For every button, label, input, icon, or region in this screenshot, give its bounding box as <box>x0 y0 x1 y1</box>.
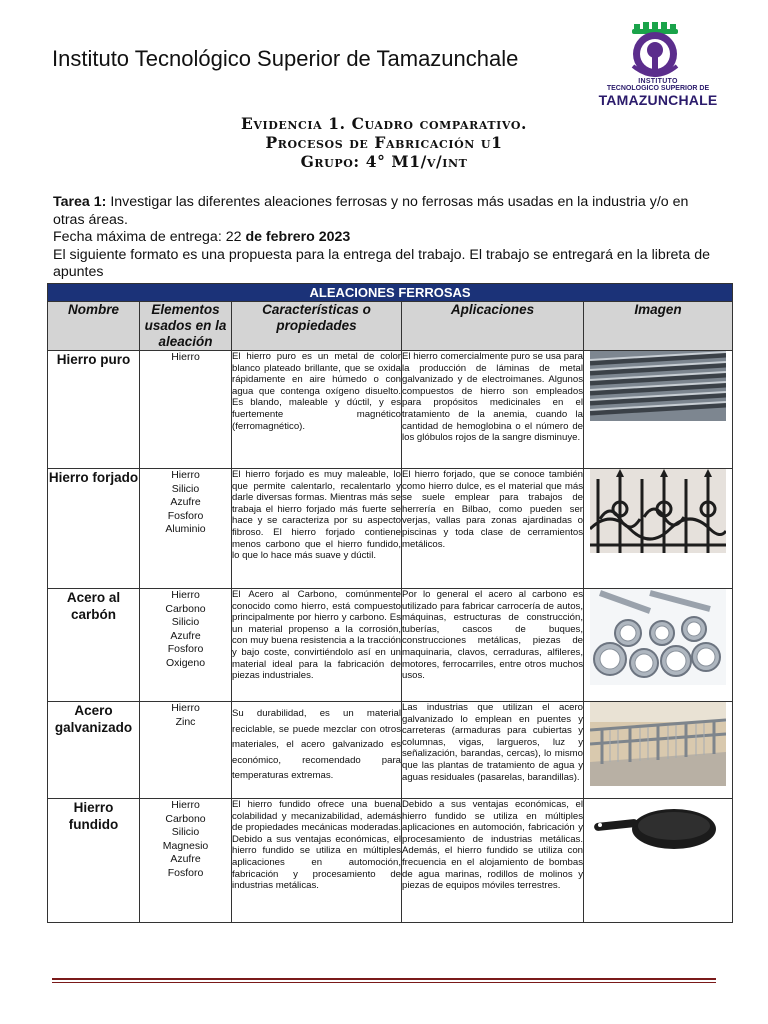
deadline-paragraph <box>53 229 723 247</box>
logo-emblem-icon <box>592 22 724 80</box>
alloy-elements <box>140 799 232 923</box>
element-item: Hierro <box>171 351 200 363</box>
element-item: Silicio <box>171 616 200 628</box>
element-item: Carbono <box>165 602 206 615</box>
alloy-name: Acero al carbón <box>48 589 140 702</box>
element-item: Aluminio <box>165 523 206 535</box>
alloy-applications: El hierro forjado, que se conoce también como hierro dulce, es el material que más se suele emplear para trabajos de herrería en Bilbao, como pueden ser verjas, vallas para zonas ajardinadas o piscinas y toda clase de cerramientos metálicos. <box>402 469 584 589</box>
format-note: El siguiente formato es una propuesta para la entrega del trabajo. El trabajo se entregará en la libreta de apuntes <box>53 246 710 280</box>
element-item: Oxigeno <box>165 656 206 669</box>
alloy-properties: El Acero al Carbono, comúnmente conocido como hierro, está compuesto principalmente por hierro y carbono. Es un material propenso a la corrosión, con muy buena resistencia a la tracción y bajo coste, convirtiéndolo así en un material ideal para la fabricación de piezas industriales. <box>232 589 402 702</box>
task-label: Tarea 1: <box>53 194 107 210</box>
element-item: Hierro <box>171 469 200 481</box>
alloy-applications: Las industrias que utilizan el acero galvanizado lo emplean en puentes y carreteras (armaduras para cubiertas y columnas, vigas, largueros, luz y señalización, barandas, cercas), lo mismo que las plantas de tratamiento de agua y aguas residuales (pasarelas, barandillas). <box>402 702 584 799</box>
alloy-elements <box>140 589 232 702</box>
alloy-elements <box>140 351 232 469</box>
element-item: Hierro <box>171 589 200 601</box>
logo-text-line3: TAMAZUNCHALE <box>598 91 718 108</box>
alloy-applications: Por lo general el acero al carbono es utilizado para fabricar carrocería de autos, máquinas, estructuras de construcción, tuberías, cascos de buques, construcciones metálicas, piezas de maquinaria, clavos, cerraduras, alfileres, motores, ferrocarriles, entre otros muchos usos. <box>402 589 584 702</box>
alloy-applications: Debido a sus ventajas económicas, el hierro fundido se utiliza en múltiples aplicaciones en automoción, fabricación y procesamiento de industrias metálicas. Además, el hierro fundido se utiliza con frecuencia en el alojamiento de bombas de agua marinas, rodillos de molinos y piezas de equipos móviles terrestres. <box>402 799 584 923</box>
alloy-properties: Su durabilidad, es un material reciclable, se puede mezclar con otros materiales, el acero galvanizado es económico, recomendado para temperaturas extremas. <box>232 702 402 799</box>
heading-line3: Grupo: 4° M1/v/int <box>300 152 468 171</box>
table-row <box>48 702 733 799</box>
column-header-properties: Características o propiedades <box>232 302 402 351</box>
task-intro <box>53 194 723 282</box>
alloy-image <box>584 589 733 702</box>
deadline-date: de febrero 2023 <box>245 229 351 245</box>
alloy-image <box>584 702 733 799</box>
alloy-name: Hierro puro <box>48 351 140 469</box>
footer-rule <box>52 978 716 980</box>
element-item: Zinc <box>175 715 196 728</box>
element-item: Azufre <box>170 496 201 508</box>
alloy-name: Hierro fundido <box>48 799 140 923</box>
alloy-elements <box>140 469 232 589</box>
logo-text-line1: INSTITUTO <box>638 78 678 85</box>
element-item: Silicio <box>171 482 200 495</box>
table-row <box>48 799 733 923</box>
alloy-image <box>584 799 733 923</box>
column-header-applications: Aplicaciones <box>402 302 584 351</box>
alloy-name: Acero galvanizado <box>48 702 140 799</box>
element-item: Azufre <box>170 853 201 865</box>
column-header-name: Nombre <box>48 302 140 351</box>
galvanized-railing-icon <box>590 702 726 786</box>
element-item: Hierro <box>171 702 200 714</box>
alloy-image <box>584 469 733 589</box>
document-heading <box>0 114 768 171</box>
heading-line2: Procesos de Fabricación u1 <box>265 133 503 152</box>
deadline-label: Fecha máxima de entrega: 22 <box>53 229 246 245</box>
column-header-image: Imagen <box>584 302 733 351</box>
element-item: Fosforo <box>167 643 204 655</box>
column-header-elements: Elementos usados en la aleación <box>140 302 232 351</box>
element-item: Carbono <box>165 812 206 825</box>
alloy-elements <box>140 702 232 799</box>
element-item: Fosforo <box>167 509 204 522</box>
table-row <box>48 469 733 589</box>
element-item: Fosforo <box>167 866 204 879</box>
task-paragraph <box>53 194 723 229</box>
alloy-name: Hierro forjado <box>48 469 140 589</box>
footer-rule-thin <box>52 982 716 983</box>
table-title: ALEACIONES FERROSAS <box>48 284 733 302</box>
ferrous-alloys-table <box>47 283 733 923</box>
element-item: Silicio <box>171 826 200 838</box>
element-item: Hierro <box>171 799 200 811</box>
institute-logo <box>592 22 724 108</box>
table-row <box>48 589 733 702</box>
element-item: Azufre <box>170 629 201 642</box>
alloy-properties: El hierro puro es un metal de color blanco plateado brillante, que se oxida rápidamente en aire húmedo o con agua que contenga oxígeno disuelto. Es blando, maleable y dúctil, y es fuertemente magnético (ferromagnético). <box>232 351 402 469</box>
alloy-properties: El hierro fundido ofrece una buena colabilidad y mecanizabilidad, además de propiedades mecánicas moderadas. Debido a sus ventajas económicas, el hierro fundido se utiliza en múltiples aplicaciones en automoción, fabricación y procesamiento de industrias metálicas. <box>232 799 402 923</box>
heading-line1: Evidencia 1. Cuadro comparativo. <box>240 114 528 133</box>
table-row <box>48 351 733 469</box>
cast-iron-skillet-icon <box>590 799 726 859</box>
wrought-iron-gate-icon <box>590 469 726 553</box>
steel-rebar-bundle-icon <box>590 351 726 421</box>
institute-title: Instituto Tecnológico Superior de Tamazunchale <box>52 46 519 71</box>
element-item: Magnesio <box>162 839 209 852</box>
alloy-properties: El hierro forjado es muy maleable, lo que permite calentarlo, recalentarlo y darle diversas formas. Mientras más se trabaja el hierro forjado más fuerte se hace y se caracteriza por su aspecto fibroso. El hierro forjado contiene menos carbono que el hierro fundido, lo que lo hace más suave y dúctil. <box>232 469 402 589</box>
alloy-image <box>584 351 733 469</box>
task-text: Investigar las diferentes aleaciones ferrosas y no ferrosas más usadas en la industria y/o en otras áreas. <box>53 194 689 228</box>
logo-text-line2: TECNOLOGICO SUPERIOR DE <box>606 85 710 93</box>
steel-pipes-icon <box>590 589 726 685</box>
alloy-applications: El hierro comercialmente puro se usa para la producción de láminas de metal galvanizado y de electroimanes. Algunos compuestos de hierro son empleados para propósitos medicinales en el tratamiento de la anemia, cuando la cantidad de hemoglobina o el número de los glóbulos rojos de la sangre disminuye. <box>402 351 584 469</box>
